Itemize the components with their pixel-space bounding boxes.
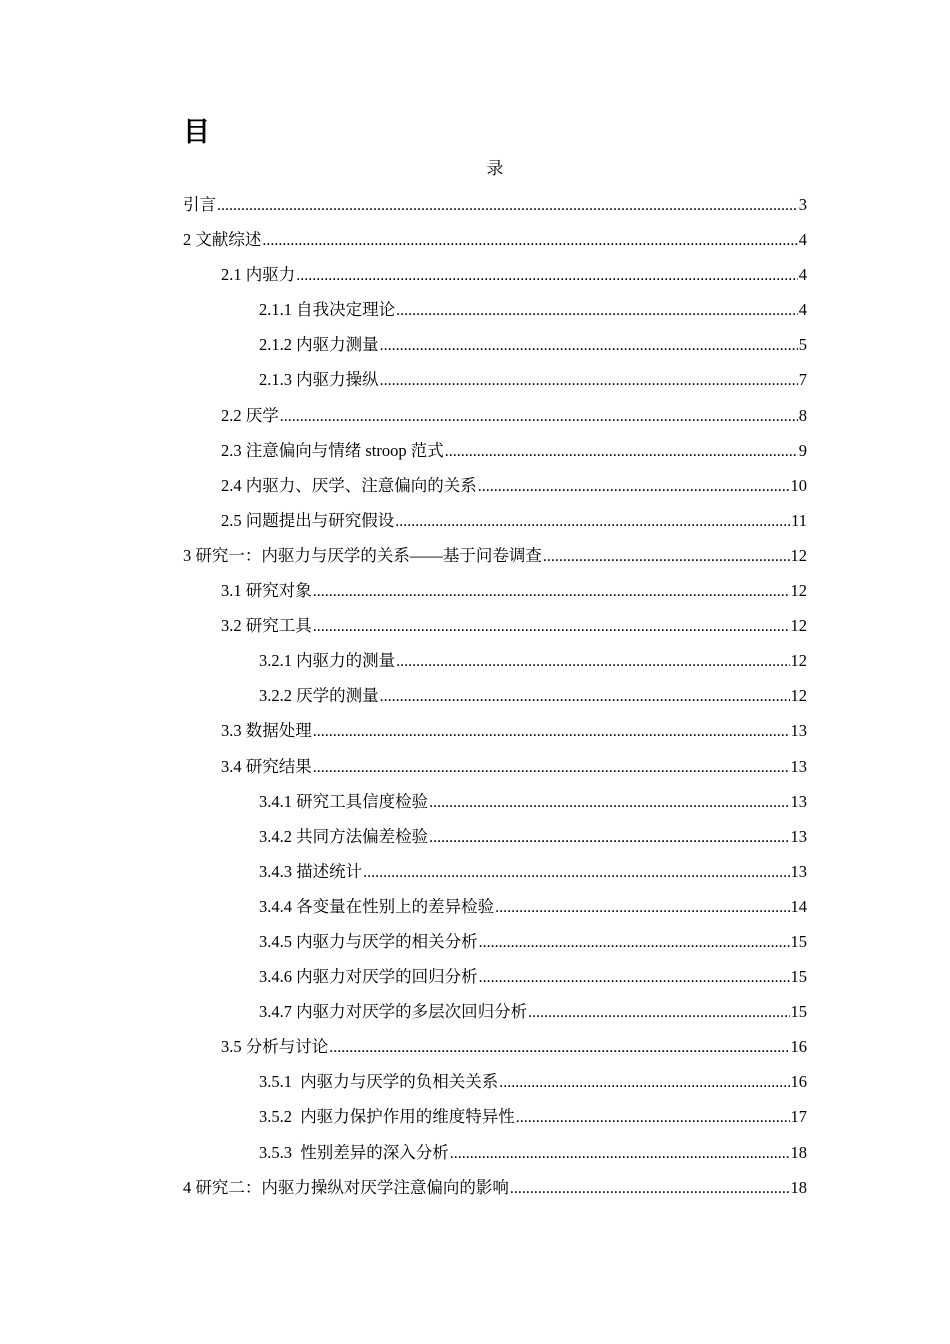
toc-entry[interactable] — [183, 894, 807, 929]
toc-entry[interactable] — [183, 1104, 807, 1139]
toc-entry-page-number: 13 — [790, 756, 807, 776]
toc-entry-page-number: 9 — [798, 440, 807, 460]
toc-dot-leader — [478, 474, 790, 500]
toc-dot-leader — [313, 614, 790, 640]
toc-entry-label: 3.4.5 内驱力与厌学的相关分析 — [259, 931, 478, 951]
toc-entry[interactable] — [183, 824, 807, 859]
toc-entry-page-number: 15 — [790, 1002, 807, 1022]
toc-dot-leader — [262, 228, 797, 254]
toc-entry-page-number: 12 — [790, 686, 807, 706]
toc-entry-page-number: 13 — [790, 721, 807, 741]
toc-entry-page-number: 10 — [790, 475, 807, 495]
toc-entry[interactable] — [183, 332, 807, 367]
toc-entry[interactable] — [183, 859, 807, 894]
toc-entry-label: 3.2 研究工具 — [221, 616, 312, 636]
toc-entry-page-number: 5 — [798, 335, 807, 355]
toc-dot-leader — [396, 649, 789, 675]
toc-dot-leader — [329, 1035, 789, 1061]
toc-entry-label: 3.5.2 内驱力保护作用的维度特异性 — [259, 1107, 515, 1127]
toc-dot-leader — [516, 1105, 790, 1131]
toc-dot-leader — [280, 404, 798, 430]
toc-entry[interactable] — [183, 1069, 807, 1104]
toc-dot-leader — [396, 298, 798, 324]
toc-entry-page-number: 14 — [790, 896, 807, 916]
toc-entry-label: 2.1.1 自我决定理论 — [259, 300, 396, 320]
toc-dot-leader — [313, 719, 790, 745]
toc-dot-leader — [313, 579, 790, 605]
toc-dot-leader — [479, 965, 790, 991]
toc-entry[interactable] — [183, 367, 807, 402]
toc-entry-page-number: 13 — [790, 826, 807, 846]
toc-entry[interactable] — [183, 403, 807, 438]
toc-entry-label: 3.1 研究对象 — [221, 581, 312, 601]
toc-entry-label: 引言 — [183, 195, 216, 214]
toc-dot-leader — [380, 333, 798, 359]
toc-dot-leader — [429, 790, 789, 816]
toc-title-second-char: 录 — [486, 159, 504, 178]
toc-entry-page-number: 7 — [798, 370, 807, 390]
toc-entry[interactable] — [183, 1034, 807, 1069]
toc-entry-label: 3.4.7 内驱力对厌学的多层次回归分析 — [259, 1002, 528, 1022]
toc-entry-label: 2.5 问题提出与研究假设 — [221, 510, 395, 530]
toc-dot-leader — [495, 895, 789, 921]
toc-dot-leader — [429, 825, 789, 851]
toc-dot-leader — [450, 1141, 790, 1167]
toc-dot-leader — [363, 860, 789, 886]
toc-entry-label: 4 研究二：内驱力操纵对厌学注意偏向的影响 — [183, 1177, 509, 1197]
toc-entry[interactable] — [183, 192, 807, 227]
table-of-contents — [183, 192, 807, 1210]
toc-dot-leader — [296, 263, 798, 289]
toc-entry-page-number: 12 — [790, 616, 807, 636]
toc-entry-label: 2 文献综述 — [183, 230, 262, 250]
toc-entry[interactable] — [183, 508, 807, 543]
toc-entry[interactable] — [183, 964, 807, 999]
toc-dot-leader — [313, 755, 790, 781]
toc-entry[interactable] — [183, 789, 807, 824]
toc-entry-label: 3.4.6 内驱力对厌学的回归分析 — [259, 967, 478, 987]
toc-entry[interactable] — [183, 999, 807, 1034]
toc-entry-page-number: 17 — [790, 1107, 807, 1127]
toc-dot-leader — [543, 544, 790, 570]
toc-entry[interactable] — [183, 1140, 807, 1175]
toc-entry-page-number: 16 — [790, 1037, 807, 1057]
toc-entry[interactable] — [183, 438, 807, 473]
toc-entry-page-number: 8 — [798, 405, 807, 425]
toc-entry[interactable] — [183, 613, 807, 648]
toc-entry-label: 3.5.1 内驱力与厌学的负相关关系 — [259, 1072, 499, 1092]
toc-entry-page-number: 15 — [790, 931, 807, 951]
toc-entry-page-number: 4 — [798, 265, 807, 285]
toc-entry-label: 3.5 分析与讨论 — [221, 1037, 329, 1057]
toc-dot-leader — [479, 930, 790, 956]
toc-entry-label: 3.2.1 内驱力的测量 — [259, 651, 396, 671]
toc-entry-page-number: 12 — [790, 581, 807, 601]
toc-dot-leader — [510, 1176, 790, 1202]
toc-entry-label: 2.2 厌学 — [221, 405, 279, 425]
toc-entry-label: 3.4 研究结果 — [221, 756, 312, 776]
toc-entry-page-number: 13 — [790, 861, 807, 881]
toc-entry[interactable] — [183, 683, 807, 718]
toc-entry-page-number: 13 — [790, 791, 807, 811]
toc-dot-leader — [380, 368, 798, 394]
toc-entry[interactable] — [183, 473, 807, 508]
toc-entry-label: 2.3 注意偏向与情绪 stroop 范式 — [221, 440, 444, 460]
toc-dot-leader — [528, 1000, 789, 1026]
toc-entry[interactable] — [183, 578, 807, 613]
toc-entry-label: 2.1.3 内驱力操纵 — [259, 370, 379, 390]
toc-entry[interactable] — [183, 929, 807, 964]
toc-dot-leader — [499, 1070, 789, 1096]
toc-entry-label: 2.1.2 内驱力测量 — [259, 335, 379, 355]
toc-entry-label: 2.4 内驱力、厌学、注意偏向的关系 — [221, 475, 477, 495]
toc-entry-page-number: 18 — [790, 1142, 807, 1162]
toc-entry-label: 3.4.3 描述统计 — [259, 861, 363, 881]
toc-entry-label: 3.4.4 各变量在性别上的差异检验 — [259, 896, 495, 916]
toc-entry-page-number: 12 — [790, 651, 807, 671]
toc-entry-page-number: 11 — [791, 510, 807, 530]
toc-entry[interactable] — [183, 543, 807, 578]
toc-entry[interactable] — [183, 648, 807, 683]
toc-entry[interactable] — [183, 754, 807, 789]
toc-entry-page-number: 16 — [790, 1072, 807, 1092]
toc-entry-label: 3.4.1 研究工具信度检验 — [259, 791, 429, 811]
toc-entry-page-number: 4 — [798, 230, 807, 250]
toc-title-first-char: 目 — [183, 117, 210, 148]
toc-dot-leader — [380, 684, 790, 710]
toc-entry-page-number: 12 — [790, 545, 807, 565]
toc-entry-page-number: 3 — [798, 195, 807, 214]
toc-dot-leader — [217, 193, 798, 219]
toc-dot-leader — [445, 439, 798, 465]
toc-entry-label: 2.1 内驱力 — [221, 265, 296, 285]
toc-entry[interactable] — [183, 297, 807, 332]
toc-entry-page-number: 18 — [790, 1177, 807, 1197]
toc-entry[interactable] — [183, 1175, 807, 1210]
toc-entry-label: 3.3 数据处理 — [221, 721, 312, 741]
toc-entry-page-number: 4 — [798, 300, 807, 320]
toc-entry-label: 3 研究一：内驱力与厌学的关系——基于问卷调查 — [183, 545, 542, 565]
toc-entry-page-number: 15 — [790, 967, 807, 987]
toc-entry[interactable] — [183, 227, 807, 262]
toc-entry-label: 3.5.3 性别差异的深入分析 — [259, 1142, 449, 1162]
toc-entry[interactable] — [183, 718, 807, 753]
toc-entry-label: 3.2.2 厌学的测量 — [259, 686, 379, 706]
toc-dot-leader — [395, 509, 790, 535]
toc-entry[interactable] — [183, 262, 807, 297]
toc-entry-label: 3.4.2 共同方法偏差检验 — [259, 826, 429, 846]
